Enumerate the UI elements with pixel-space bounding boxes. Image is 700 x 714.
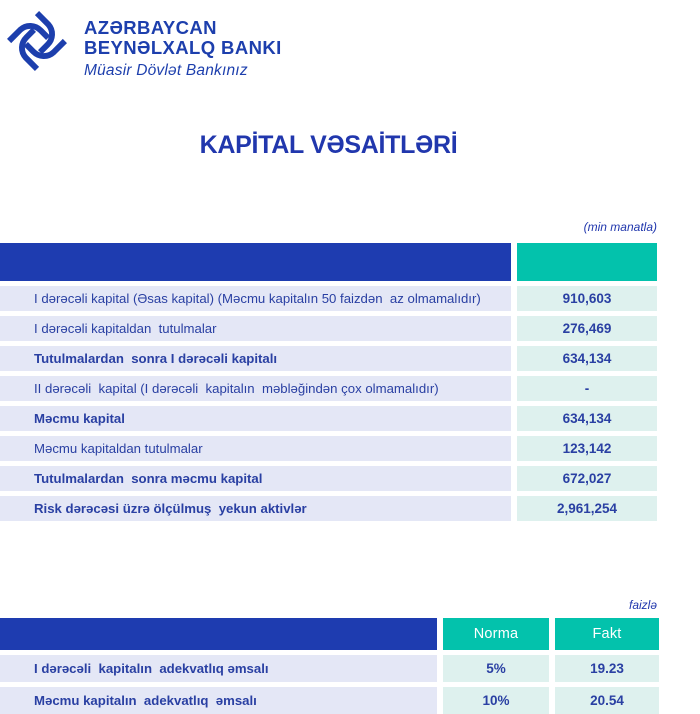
bank-knot-logo-icon (6, 10, 68, 72)
capital-row-label: II dərəcəli kapital (I dərəcəli kapitalın məbləğindən çox olmamalıdır) (0, 376, 511, 401)
bank-name-line1: AZƏRBAYCAN (84, 17, 217, 38)
ratios-table (0, 618, 657, 714)
ratio-row-norma: 10% (443, 687, 549, 714)
page-title: KAPİTAL VƏSAİTLƏRİ (199, 131, 458, 159)
capital-row-value: 910,603 (517, 286, 657, 311)
ratio-row-label: I dərəcəli kapitalın adekvatlıq əmsalı (0, 655, 437, 682)
capital-row-label: I dərəcəli kapital (Əsas kapital) (Məcmu kapitalın 50 faizdən az olmamalıdır) (0, 286, 511, 311)
ratio-row-norma: 5% (443, 655, 549, 682)
capital-row-label: Tutulmalardan sonra məcmu kapital (0, 466, 511, 491)
capital-row-label: Məcmu kapital (0, 406, 511, 431)
content-column (0, 131, 657, 714)
brand-header (0, 0, 700, 80)
capital-row-label: Tutulmalardan sonra I dərəcəli kapitalı (0, 346, 511, 371)
capital-row-label: Risk dərəcəsi üzrə ölçülmuş yekun aktivlər (0, 496, 511, 521)
capital-table-header-label (0, 243, 511, 281)
capital-table (0, 243, 657, 521)
ratio-row-fakt: 19.23 (555, 655, 659, 682)
capital-row-value: 276,469 (517, 316, 657, 341)
bank-tagline: Müasir Dövlət Bankınız (84, 62, 248, 79)
capital-row-value: 123,142 (517, 436, 657, 461)
capital-row-label: I dərəcəli kapitaldan tutulmalar (0, 316, 511, 341)
capital-row-value: - (517, 376, 657, 401)
unit-note-min-manatla: (min manatla) (583, 220, 657, 234)
capital-row-value: 672,027 (517, 466, 657, 491)
ratios-table-header-label (0, 618, 437, 650)
bank-name-line2: BEYNƏLXALQ BANKI (84, 37, 282, 58)
capital-row-label: Məcmu kapitaldan tutulmalar (0, 436, 511, 461)
ratios-table-header-fakt: Fakt (555, 618, 659, 650)
ratio-row-label: Məcmu kapitalın adekvatlıq əmsalı (0, 687, 437, 714)
brand-text-block (84, 9, 282, 80)
ratio-row-fakt: 20.54 (555, 687, 659, 714)
capital-row-value: 634,134 (517, 406, 657, 431)
capital-table-header-value (517, 243, 657, 281)
ratios-table-header-norma: Norma (443, 618, 549, 650)
capital-row-value: 634,134 (517, 346, 657, 371)
unit-note-faizle: faizlə (628, 598, 657, 612)
capital-row-value: 2,961,254 (517, 496, 657, 521)
